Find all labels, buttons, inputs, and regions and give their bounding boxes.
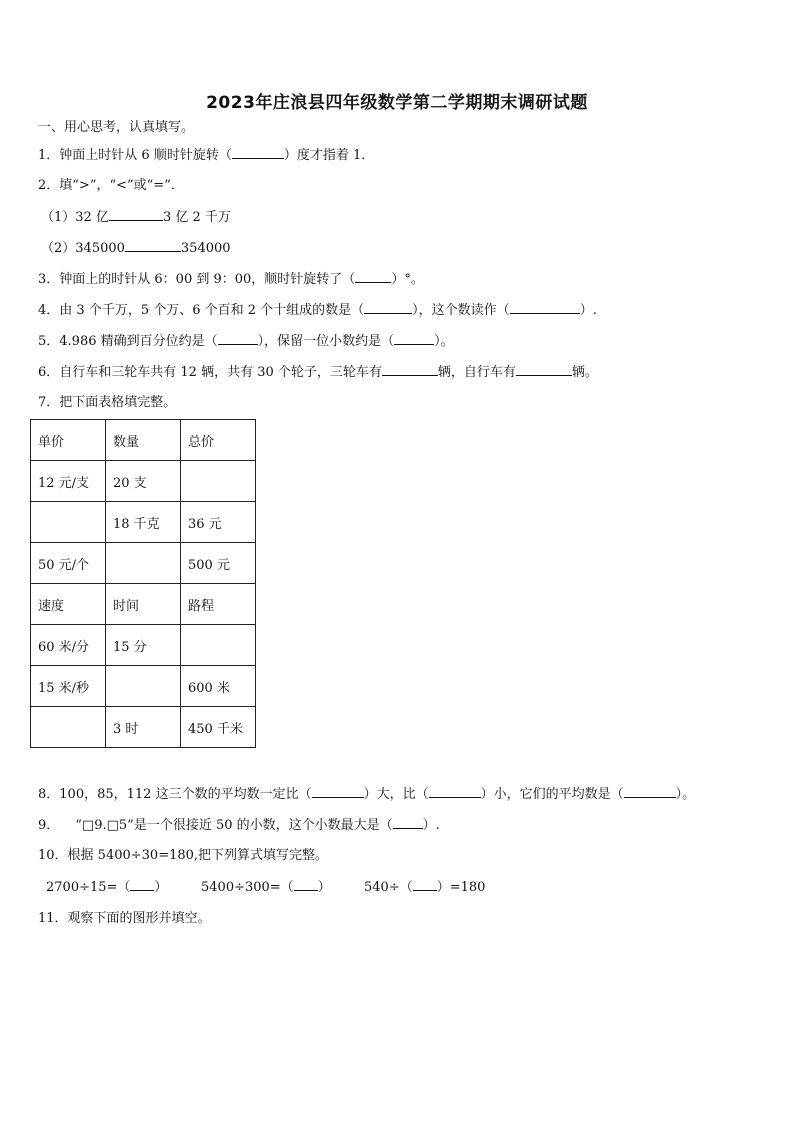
equation-text: ） [317, 880, 331, 895]
table-cell[interactable] [106, 543, 181, 584]
answer-blank[interactable] [429, 785, 481, 798]
question-number: 7． [38, 395, 60, 410]
question-text: “□9.□5”是一个很接近 50 的小数，这个小数最大是（ [75, 818, 393, 833]
table-row [31, 666, 256, 707]
equation-text: 5400÷300=（ [201, 880, 294, 895]
answer-blank[interactable] [624, 785, 676, 798]
question-number: 9． [38, 818, 60, 833]
answer-blank[interactable] [232, 146, 284, 159]
table-cell: 600 米 [181, 666, 256, 707]
question-8 [38, 785, 695, 804]
equation-text: ）=180 [436, 880, 486, 895]
question-text: 根据 5400÷30=180,把下列算式填写完整。 [67, 848, 329, 863]
table-cell: 15 米/秒 [31, 666, 106, 707]
question-text: 钟面上的时针从 6：00 到 9：00，顺时针旋转了（ [59, 272, 356, 287]
question-number: 6． [38, 365, 60, 380]
question-text: ）小，它们的平均数是（ [480, 787, 624, 802]
answer-blank[interactable] [294, 878, 318, 891]
question-text: 钟面上时针从 6 顺时针旋转（ [59, 148, 232, 163]
question-number: 8． [38, 787, 60, 802]
question-1 [38, 146, 374, 165]
question-text: 自行车和三轮车共有 12 辆，共有 30 个轮子，三轮车有 [59, 365, 382, 380]
question-text: ）. [579, 303, 597, 318]
table-cell: 数量 [106, 420, 181, 461]
question-number: 11． [38, 911, 68, 926]
question-4 [38, 301, 597, 320]
table-cell: 500 元 [181, 543, 256, 584]
answer-blank[interactable] [109, 208, 163, 221]
table-row [31, 420, 256, 461]
table-cell: 18 千克 [106, 502, 181, 543]
question-number: 2． [38, 178, 60, 193]
question-text: ）°。 [391, 272, 424, 287]
answer-blank[interactable] [393, 816, 423, 829]
table-cell[interactable] [31, 502, 106, 543]
table-cell[interactable] [181, 625, 256, 666]
table-cell: 单价 [31, 420, 106, 461]
table-cell: 15 分 [106, 625, 181, 666]
answer-blank[interactable] [218, 332, 258, 345]
question-text: （2）345000 [41, 241, 125, 256]
answer-blank[interactable] [516, 363, 572, 376]
question-text: ）。 [675, 787, 696, 802]
question-10-equation-1 [46, 878, 167, 897]
table-cell: 50 元/个 [31, 543, 106, 584]
question-text: ）度才指着 1． [283, 148, 375, 163]
table-cell: 450 千米 [181, 707, 256, 748]
answer-blank[interactable] [312, 785, 364, 798]
table-row [31, 461, 256, 502]
table-cell[interactable] [31, 707, 106, 748]
question-5 [38, 332, 454, 351]
question-text: ）。 [434, 334, 454, 349]
question-text: ）. [422, 818, 440, 833]
question-10-equation-2 [201, 878, 331, 897]
table-row [31, 625, 256, 666]
table-cell: 12 元/支 [31, 461, 106, 502]
question-text: 把下面表格填完整。 [59, 395, 177, 410]
answer-blank[interactable] [130, 878, 154, 891]
question-2-part-2 [41, 239, 231, 258]
question-text: ），保留一位小数约是（ [257, 334, 395, 349]
table-cell: 3 时 [106, 707, 181, 748]
question-text: 3 亿 2 千万 [162, 210, 231, 225]
question-11 [38, 910, 211, 928]
table-row [31, 584, 256, 625]
answer-blank[interactable] [125, 239, 181, 252]
table-cell: 路程 [181, 584, 256, 625]
question-number: 10． [38, 848, 68, 863]
question-10-equation-3 [364, 878, 485, 897]
table-row [31, 543, 256, 584]
table-cell: 总价 [181, 420, 256, 461]
answer-blank[interactable] [413, 878, 437, 891]
equation-text: ） [154, 880, 168, 895]
section-heading: 一、用心思考，认真填写。 [38, 120, 195, 135]
question-7 [38, 394, 176, 412]
question-6 [38, 363, 598, 382]
question-2-part-1 [41, 208, 231, 227]
page-title: 2023年庄浪县四年级数学第二学期期末调研试题 [206, 93, 588, 113]
answer-blank[interactable] [394, 332, 434, 345]
table-cell: 60 米/分 [31, 625, 106, 666]
question-number: 5． [38, 334, 60, 349]
question-text: 辆，自行车有 [437, 365, 516, 380]
answer-blank[interactable] [510, 301, 580, 314]
question-text: 填“>”，“<”或“=”． [59, 178, 184, 193]
table-cell: 速度 [31, 584, 106, 625]
question-2 [38, 177, 184, 195]
question-text: 354000 [180, 241, 231, 256]
table-cell: 20 支 [106, 461, 181, 502]
question-number: 4． [38, 303, 60, 318]
fill-in-table [30, 419, 256, 748]
question-9 [38, 816, 440, 835]
question-text: 4.986 精确到百分位约是（ [59, 334, 218, 349]
equation-text: 2700÷15=（ [46, 880, 131, 895]
table-row [31, 707, 256, 748]
question-text: 辆。 [571, 365, 598, 380]
answer-blank[interactable] [364, 301, 412, 314]
answer-blank[interactable] [382, 363, 438, 376]
table-row [31, 502, 256, 543]
question-text: 由 3 个千万，5 个万、6 个百和 2 个十组成的数是（ [59, 303, 365, 318]
question-text: （1）32 亿 [41, 210, 109, 225]
question-3 [38, 270, 424, 289]
table-cell: 36 元 [181, 502, 256, 543]
question-text: 观察下面的图形并填空。 [67, 911, 211, 926]
question-text: ）大，比（ [363, 787, 429, 802]
question-text: 100，85，112 这三个数的平均数一定比（ [59, 787, 312, 802]
answer-blank[interactable] [355, 270, 391, 283]
table-cell: 时间 [106, 584, 181, 625]
question-number: 1． [38, 148, 60, 163]
table-cell[interactable] [181, 461, 256, 502]
question-number: 3． [38, 272, 60, 287]
table-cell[interactable] [106, 666, 181, 707]
question-text: ），这个数读作（ [412, 303, 510, 318]
equation-text: 540÷（ [364, 880, 413, 895]
question-10 [38, 847, 328, 865]
